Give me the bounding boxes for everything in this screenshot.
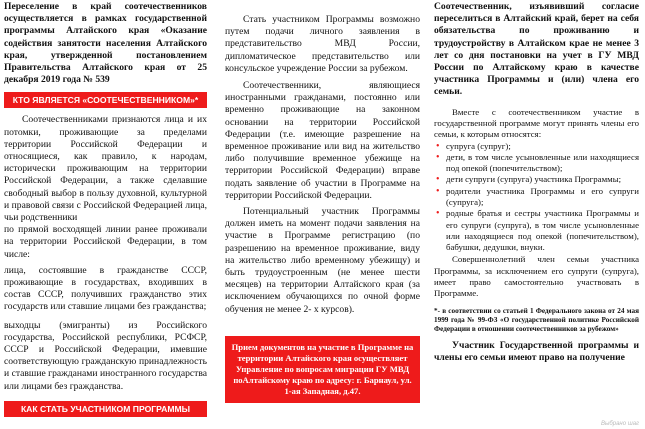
family-member-item: • родные братья и сестры участника Программы и его супруги (супруга), в том числе усыновленные или находящиеся под опекой (попечительством), бабушки, дедушки, внуки. [436,208,639,253]
requirements-paragraph: Потенциальный участник Программы должен иметь на момент подачи заявления на участие в Программе регистрацию (по разрешению на временное проживание, виду на жительство либо временному убежищу) и быть трудоустроенным (не менее шести месяцев) на территории Алтайского края (за исключением обучающихся по очной форме обучения не менее 2- х курсов). [225,206,420,315]
family-member-item: • родители участника Программы и его супруги (супруга); [436,185,639,207]
middle-column [225,0,420,429]
foreign-citizens-paragraph: Соотечественники, являющиеся иностранными гражданами, постоянно или временно проживающие на законном основании на территории Российской Федерации (т.е. имеющие разрешение на временное проживание или вид на жительство либо получившие временное убежище на территории Российской Федерации) вправе подать заявление об участии в Программе на территории Российской Федерации. [225,80,420,201]
bullet-icon: • [436,151,440,163]
obligations-heading: Соотечественник, изъявивший согласие переселиться в Алтайский край, берет на себя обязательства по проживанию и трудоустройству в Алтайском крае не менее 3 лет со дня постановки на учет в ГУ МВД России по Алтайскому краю в качестве участника Программы и (или) члена его семьи. [434,1,639,98]
bullet-icon: • [436,208,440,220]
lineage-paragraph: по прямой восходящей линии ранее проживали на территории Российской Федерации, в том числе: [4,224,207,260]
footnote: *- в соответствии со статьей 1 Федерального закона от 24 мая 1999 года № 99-ФЗ «О государственной политике Российской Федерации в отношении соотечественников за рубежом» [434,306,639,334]
family-member-item: • дети супруги (супруга) участника Программы; [436,174,622,186]
application-paragraph: Стать участником Программы возможно путем подачи личного заявления в представительство МВД России, дипломатическое представительство или консульское учреждение России за рубежом. [225,14,420,74]
family-members-list [434,141,639,254]
bullet-icon: • [436,140,440,152]
left-column [4,0,207,429]
definition-paragraph: Соотечественниками признаются лица и их потомки, проживающие за пределами территории Российской Федерации и относящиеся, как правило, к народам, исторически проживающим на территории Российской Федерации, а также сделавшие свободный выбор в пользу духовной, культурной и правовой связи с Российской Федерацией лица, чьи родственники [4,114,207,224]
bullet-icon: • [436,185,440,197]
how-to-join-banner: КАК СТАТЬ УЧАСТНИКОМ ПРОГРАММЫ [4,401,207,417]
bullet-icon: • [436,174,440,186]
family-intro: Вместе с соотечественником участие в государственной программе могут принять члены его семьи, к которым относятся: [434,106,639,140]
right-column [434,0,639,429]
ussr-citizens-paragraph: лица, состоявшие в гражданстве СССР, проживающие в государствах, входивших в состав СССР, получивших гражданство этих государств или ставшие лицами без гражданства; [4,264,207,313]
family-member-item: • супруга (супруг); [436,140,511,152]
watermark: Выбрано шаг [600,421,639,427]
emigrants-paragraph: выходцы (эмигранты) из Российского государства, Российской республики, РСФСР, СССР и Российской Федерации, имевшие соответствующую гражданскую принадлежность и ставшие гражданами иностранного государства или лицами без гражданства. [4,319,207,392]
adult-member-paragraph: Совершеннолетний член семьи участника Программы, за исключением его супруги (супруга), имеет право самостоятельно участвовать в Программе. [434,254,639,299]
family-member-item: • дети, в том числе усыновленные или находящиеся под опекой (попечительством); [436,151,639,174]
closing-paragraph: Участник Государственной программы и члены его семьи имеют право на получение [434,340,639,364]
office-address-box: Прием документов на участие в Программе на территории Алтайского края осуществляет Управление по вопросам миграции ГУ МВД поАлтайскому краю по адресу: г. Барнаул, ул. 1-ая Западная, д.47. [225,336,420,403]
who-is-compatriot-banner: КТО ЯВЛЯЕТСЯ «СООТЕЧЕСТВЕННИКОМ»* [4,92,207,108]
program-heading: Переселение в край соотечественников осуществляется в рамках государственной программы Алтайского края «Оказание содействия занятости населения Алтайского края, утвержденной постановлением Правительства Алтайского края от 25 декабря 2019 года № 539 [4,1,207,86]
